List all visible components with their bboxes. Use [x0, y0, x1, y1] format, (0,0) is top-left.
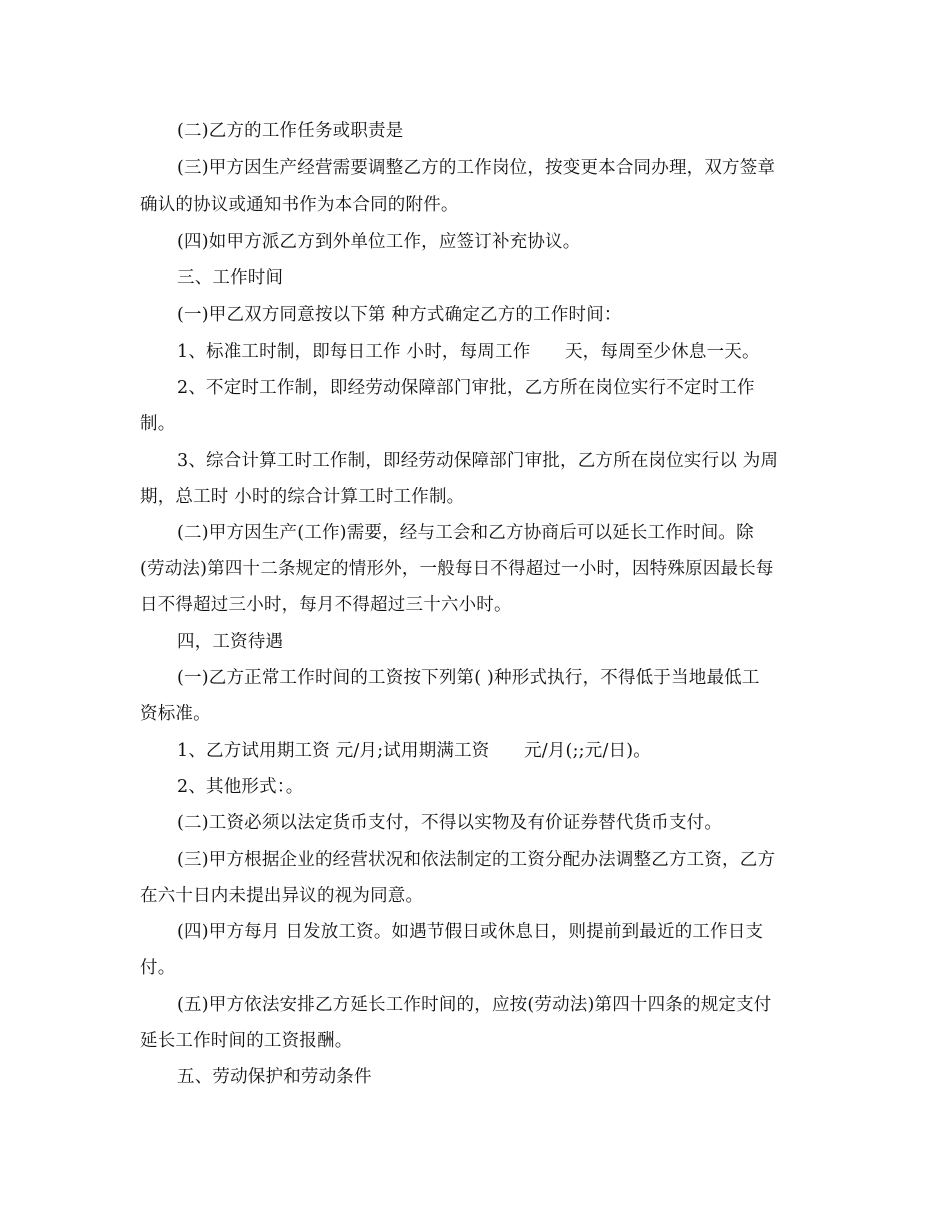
paragraph-line: (四)如甲方派乙方到外单位工作，应签订补充协议。 — [177, 232, 581, 252]
paragraph-line: (二)甲方因生产(工作)需要，经与工会和乙方协商后可以延长工作时间。除 — [177, 523, 754, 543]
paragraph-line: (劳动法)第四十二条规定的情形外，一般每日不得超过一小时，因特殊原因最长每 — [140, 559, 774, 579]
section-heading: 五、劳动保护和劳动条件 — [177, 1067, 372, 1087]
paragraph-line: 制。 — [140, 414, 176, 434]
paragraph-line: 2、不定时工作制，即经劳动保障部门审批，乙方所在岗位实行不定时工作 — [177, 378, 755, 398]
paragraph-line: 延长工作时间的工资报酬。 — [140, 1031, 353, 1051]
paragraph-line: (二)乙方的工作任务或职责是 — [177, 121, 404, 141]
paragraph-line: 3、综合计算工时工作制，即经劳动保障部门审批，乙方所在岗位实行以 为周 — [177, 451, 779, 471]
paragraph-line: 1、标准工时制，即每日工作 小时，每周工作 天，每周至少休息一天。 — [177, 342, 760, 362]
paragraph-line: (三)甲方因生产经营需要调整乙方的工作岗位，按变更本合同办理，双方签章 — [177, 158, 776, 178]
paragraph-line: 确认的协议或通知书作为本合同的附件。 — [140, 195, 459, 215]
paragraph-line: 付。 — [140, 958, 176, 978]
paragraph-line: 1、乙方试用期工资 元/月;试用期满工资 元/月(;;元/日)。 — [177, 741, 652, 761]
paragraph-line: 资标准。 — [140, 704, 211, 724]
paragraph-line: 期，总工时 小时的综合计算工时工作制。 — [140, 487, 465, 507]
paragraph-line: (三)甲方根据企业的经营状况和依法制定的工资分配办法调整乙方工资，乙方 — [177, 850, 776, 870]
paragraph-line: 在六十日内未提出异议的视为同意。 — [140, 886, 424, 906]
section-heading: 三、工作时间 — [177, 268, 284, 288]
paragraph-line: (一)乙方正常工作时间的工资按下列第( )种形式执行，不得低于当地最低工 — [177, 668, 760, 688]
paragraph-line: 日不得超过三小时，每月不得超过三十六小时。 — [140, 595, 512, 615]
paragraph-line: (四)甲方每月 日发放工资。如遇节假日或休息日，则提前到最近的工作日支 — [177, 922, 764, 942]
paragraph-line: 2、其他形式：。 — [177, 777, 304, 797]
paragraph-line: (二)工资必须以法定货币支付，不得以实物及有价证券替代货币支付。 — [177, 813, 723, 833]
paragraph-line: (一)甲乙双方同意按以下第 种方式确定乙方的工作时间： — [177, 305, 622, 325]
paragraph-line: (五)甲方依法安排乙方延长工作时间的，应按(劳动法)第四十四条的规定支付 — [177, 995, 772, 1015]
section-heading: 四，工资待遇 — [177, 632, 284, 652]
